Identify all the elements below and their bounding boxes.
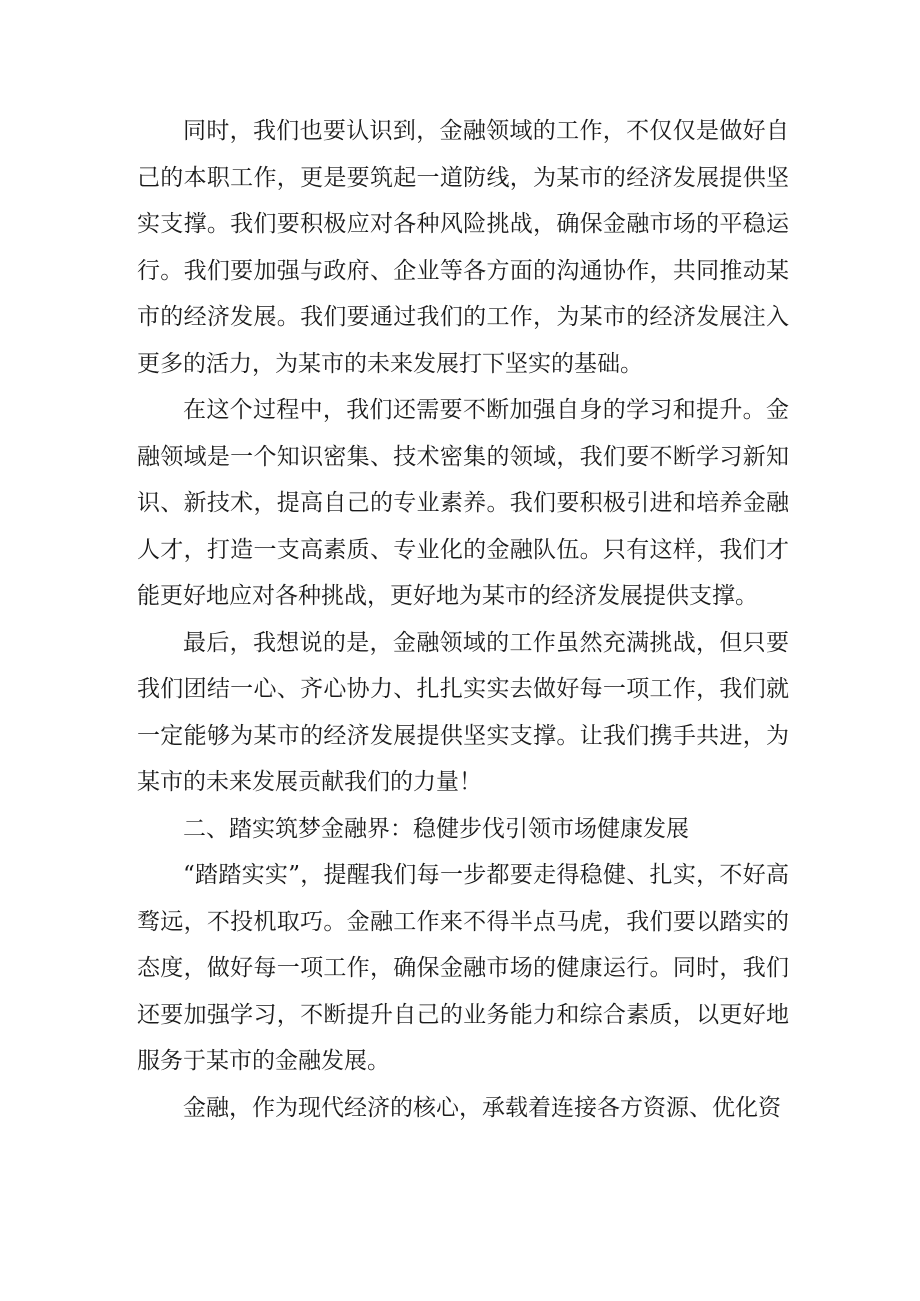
paragraph-defense-line: 同时，我们也要认识到，金融领域的工作，不仅仅是做好自己的本职工作，更是要筑起一道防线，为某市的经济发展提供坚实支撑。我们要积极应对各种风险挑战，确保金融市场的平稳运行。我们要加强与政府、企业等各方面的沟通协作，共同推动某市的经济发展。我们要通过我们的工作，为某市的经济发展注入更多的活力，为某市的未来发展打下坚实的基础。 bbox=[137, 118, 789, 377]
section-heading: 二、踏实筑梦金融界：稳健步伐引领市场健康发展 bbox=[183, 815, 689, 842]
paragraph-conclusion: 最后，我想说的是，金融领域的工作虽然充满挑战，但只要我们团结一心、齐心协力、扎扎实实去做好每一项工作，我们就一定能够为某市的经济发展提供坚实支撑。让我们携手共进，为某市的未来发展贡献我们的力量！ bbox=[137, 629, 789, 795]
paragraph-finance-core: 金融，作为现代经济的核心，承载着连接各方资源、优化资 bbox=[183, 1094, 781, 1121]
paragraph-self-learning: 在这个过程中，我们还需要不断加强自身的学习和提升。金融领域是一个知识密集、技术密集的领域，我们要不断学习新知识、新技术，提高自己的专业素养。我们要积极引进和培养金融人才，打造一支高素质、专业化的金融队伍。只有这样，我们才能更好地应对各种挑战，更好地为某市的经济发展提供支撑。 bbox=[137, 397, 789, 609]
paragraph-down-to-earth: “踏踏实实”，提醒我们每一步都要走得稳健、扎实，不好高骛远，不投机取巧。金融工作来不得半点马虎，我们要以踏实的态度，做好每一项工作，确保金融市场的健康运行。同时，我们还要加强学习，不断提升自己的业务能力和综合素质，以更好地服务于某市的金融发展。 bbox=[137, 862, 789, 1074]
document-page bbox=[137, 108, 789, 1131]
